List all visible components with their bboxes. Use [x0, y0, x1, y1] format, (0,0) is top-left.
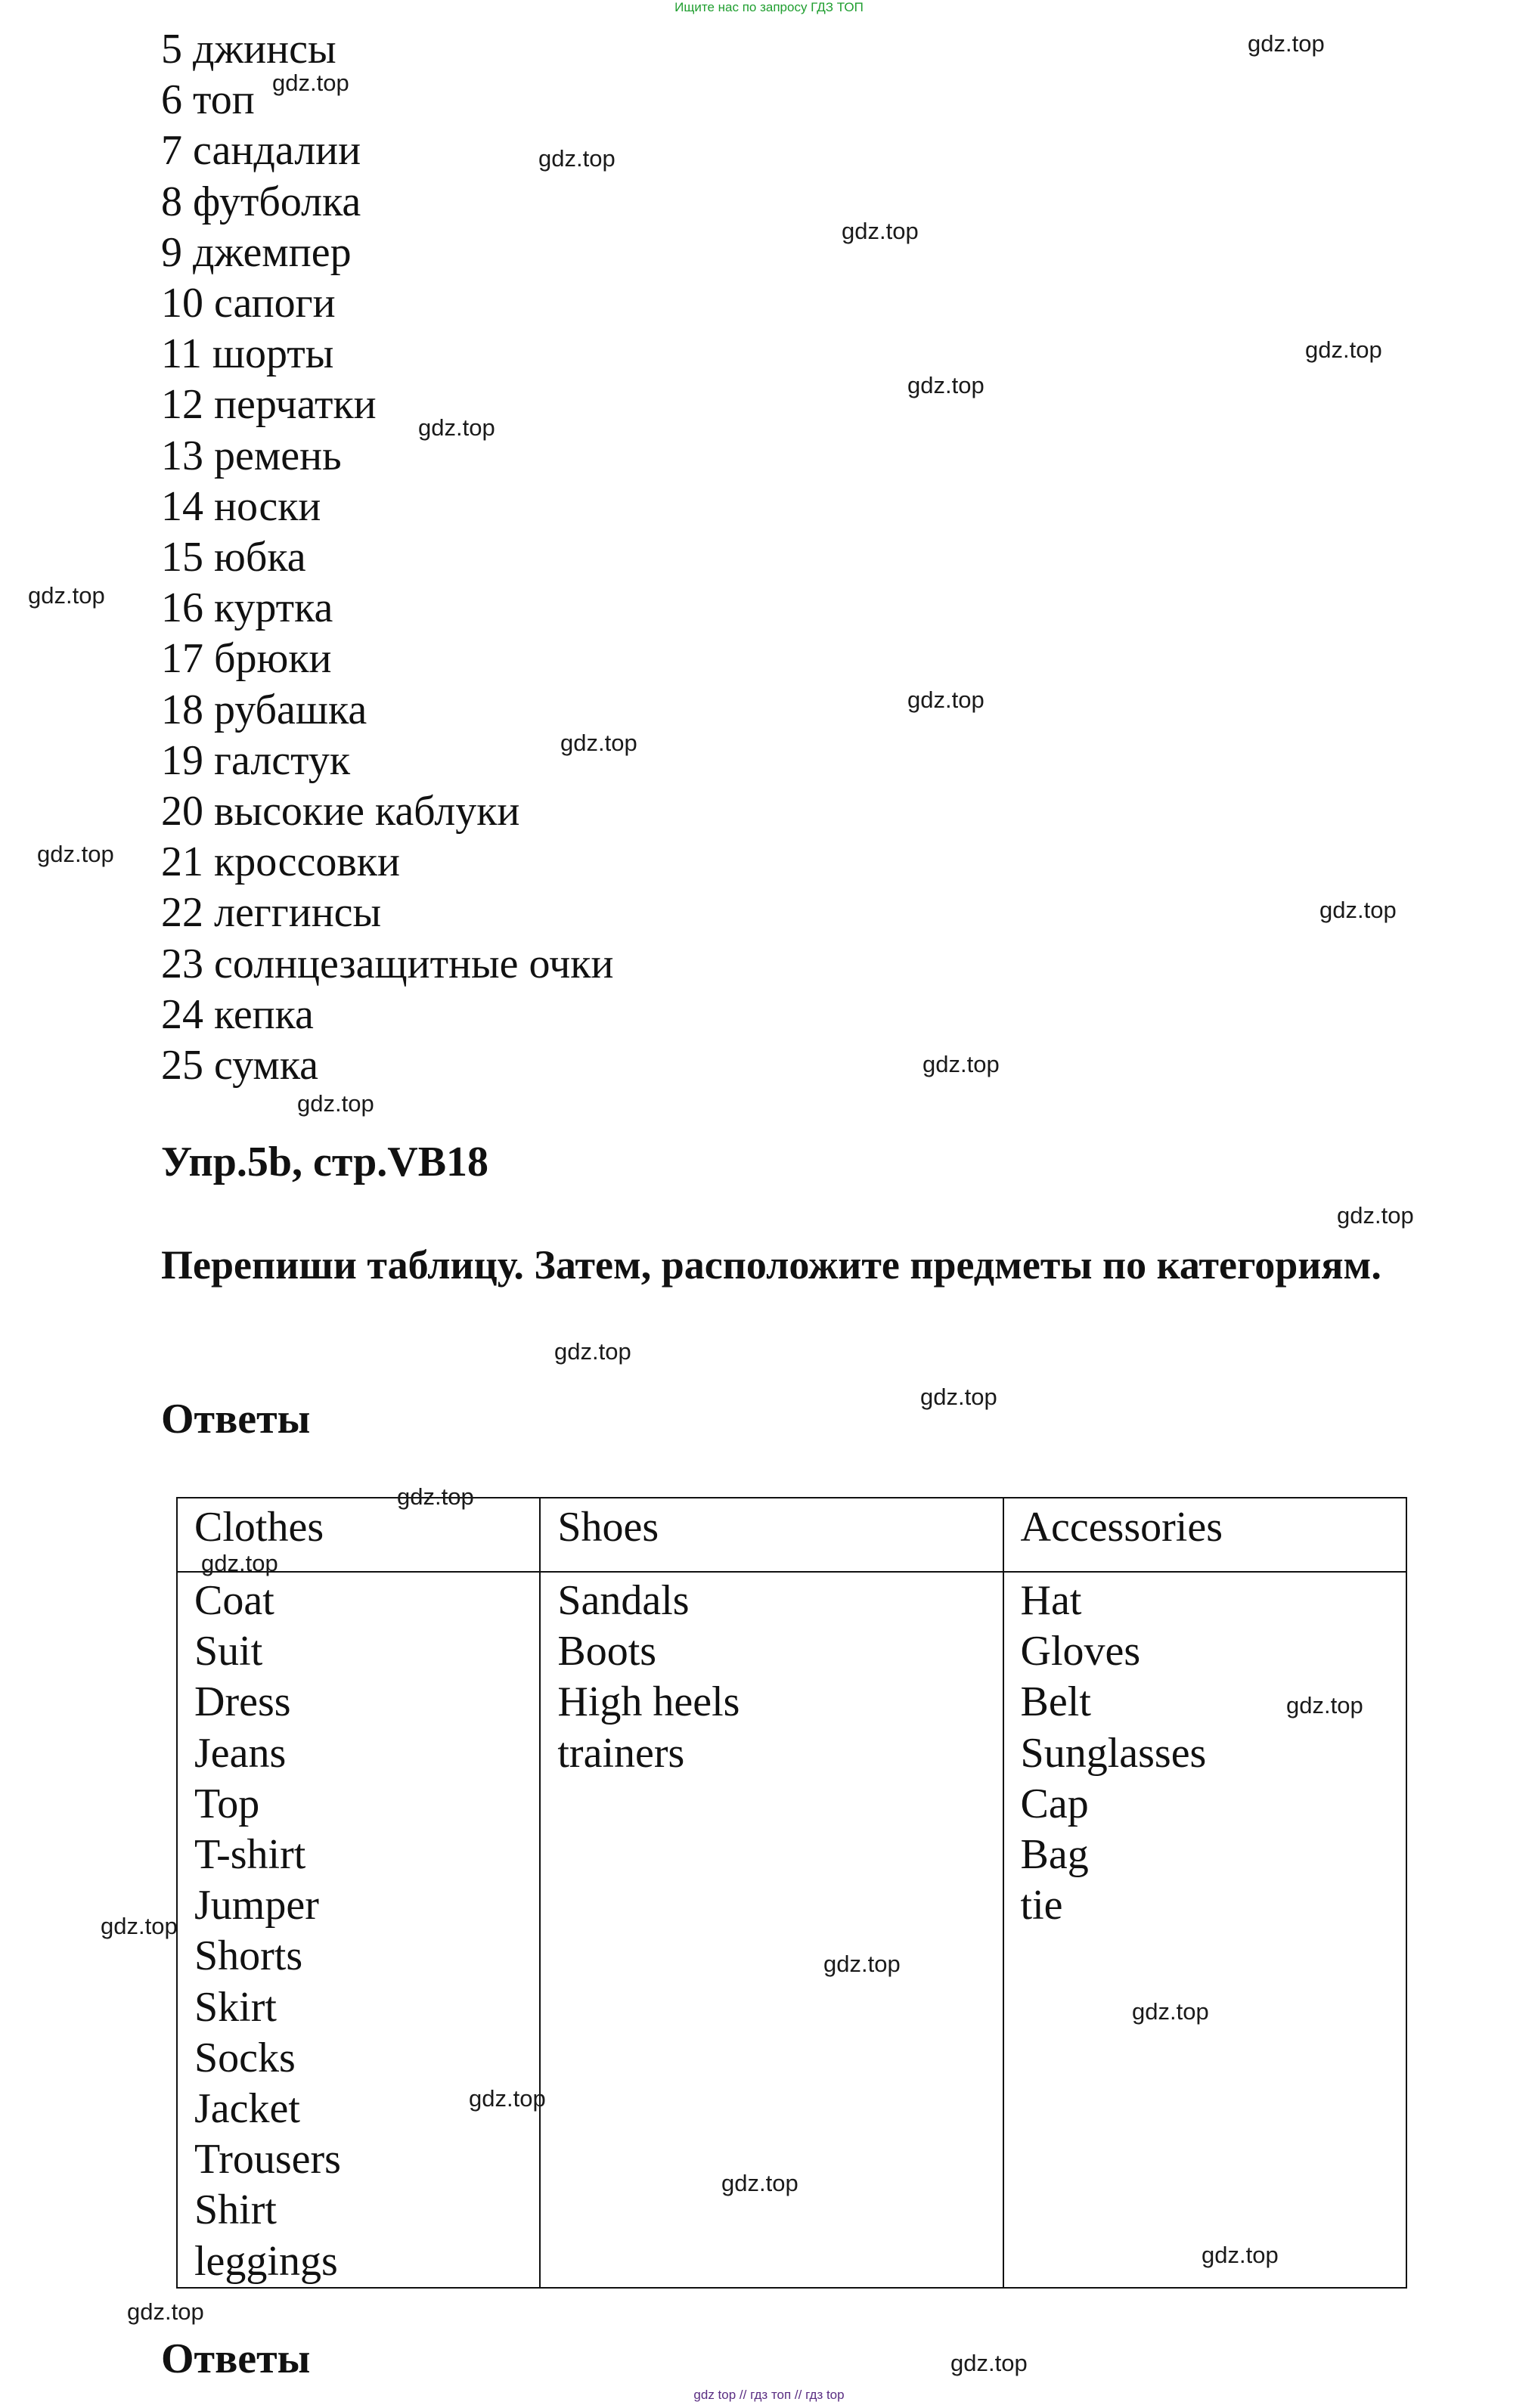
watermark: gdz.top: [1337, 1202, 1414, 1229]
watermark: gdz.top: [127, 2298, 204, 2325]
shoes-item: Boots: [557, 1628, 657, 1675]
clothes-item: Jacket: [194, 2085, 300, 2133]
watermark: gdz.top: [28, 582, 105, 609]
vocab-item: 23 солнцезащитные очки: [161, 940, 614, 987]
accessories-item: Bag: [1020, 1831, 1089, 1879]
vocab-item: 21 кроссовки: [161, 838, 400, 886]
vocab-item: 17 брюки: [161, 635, 332, 683]
watermark: gdz.top: [907, 686, 985, 713]
vocab-item: 11 шорты: [161, 330, 334, 378]
clothes-item: Top: [194, 1780, 260, 1827]
clothes-item: Jumper: [194, 1882, 319, 1929]
vocab-item: 7 сандалии: [161, 127, 361, 175]
vocab-item: 12 перчатки: [161, 381, 377, 429]
vocab-item: 8 футболка: [161, 178, 361, 225]
vocab-item: 22 леггинсы: [161, 889, 382, 937]
accessories-column: [1003, 1572, 1406, 2288]
watermark: gdz.top: [1132, 1998, 1209, 2025]
clothes-column: [177, 1572, 540, 2288]
watermark: gdz.top: [920, 1384, 997, 1410]
watermark: gdz.top: [418, 414, 495, 441]
watermark: gdz.top: [201, 1550, 278, 1576]
vocab-item: 5 джинсы: [161, 26, 336, 73]
clothes-item: leggings: [194, 2237, 338, 2285]
watermark: gdz.top: [1248, 30, 1325, 57]
accessories-item: Belt: [1020, 1678, 1091, 1726]
table-header-row: [177, 1498, 1406, 1572]
clothes-item: Suit: [194, 1628, 263, 1675]
watermark: gdz.top: [469, 2085, 546, 2112]
top-banner: Ищите нас по запросу ГДЗ ТОП: [674, 0, 864, 14]
answers-heading: Ответы: [161, 1396, 311, 1443]
vocab-item: 13 ремень: [161, 432, 342, 479]
clothes-item: Trousers: [194, 2136, 341, 2183]
watermark: gdz.top: [538, 145, 616, 172]
watermark: gdz.top: [823, 1951, 901, 1977]
clothes-item: Dress: [194, 1678, 291, 1726]
vocab-item: 9 джемпер: [161, 228, 352, 276]
watermark: gdz.top: [554, 1338, 631, 1365]
vocab-item: 19 галстук: [161, 736, 351, 784]
watermark: gdz.top: [1202, 2242, 1279, 2268]
accessories-item: Cap: [1020, 1780, 1089, 1827]
header-clothes: Clothes: [177, 1498, 540, 1572]
vocab-item: 20 высокие каблуки: [161, 788, 520, 835]
exercise-title: Упр.5b, стр.VB18: [161, 1139, 489, 1185]
header-accessories: Accessories: [1003, 1498, 1406, 1572]
watermark: gdz.top: [842, 218, 919, 244]
watermark: gdz.top: [922, 1051, 1000, 1077]
vocab-item: 16 куртка: [161, 584, 333, 632]
header-shoes: Shoes: [540, 1498, 1003, 1572]
watermark: gdz.top: [1319, 897, 1397, 923]
clothes-item: Jeans: [194, 1729, 287, 1777]
watermark: gdz.top: [397, 1483, 474, 1510]
watermark: gdz.top: [101, 1913, 178, 1939]
vocab-item: 18 рубашка: [161, 686, 367, 733]
vocab-item: 10 сапоги: [161, 280, 336, 327]
shoes-item: Sandals: [557, 1577, 690, 1624]
clothes-item: Skirt: [194, 1983, 277, 2031]
watermark: gdz.top: [272, 70, 349, 96]
watermark: gdz.top: [37, 841, 114, 867]
watermark: gdz.top: [560, 730, 637, 756]
vocab-item: 24 кепка: [161, 990, 314, 1038]
accessories-item: Gloves: [1020, 1628, 1141, 1675]
watermark: gdz.top: [1305, 336, 1382, 363]
vocab-item: 15 юбка: [161, 534, 306, 581]
vocabulary-list: [161, 24, 613, 1091]
watermark: gdz.top: [950, 2350, 1028, 2376]
shoes-item: High heels: [557, 1678, 740, 1726]
vocab-item: 6 топ: [161, 76, 255, 124]
task-instructions: Перепиши таблицу. Затем, расположите предметы по категориям.: [161, 1242, 1381, 1288]
accessories-item: tie: [1020, 1882, 1063, 1929]
accessories-item: Hat: [1020, 1577, 1082, 1624]
clothes-item: Coat: [194, 1577, 274, 1624]
footer: gdz top // гдз топ // гдз top: [693, 2388, 845, 2402]
clothes-item: T-shirt: [194, 1831, 306, 1879]
answers-heading-bottom: Ответы: [161, 2335, 311, 2382]
watermark: gdz.top: [721, 2170, 798, 2196]
shoes-item: trainers: [557, 1729, 685, 1777]
watermark: gdz.top: [1286, 1692, 1363, 1718]
accessories-item: Sunglasses: [1020, 1729, 1207, 1777]
vocab-item: 14 носки: [161, 482, 321, 530]
clothes-item: Shorts: [194, 1932, 303, 1980]
clothes-item: Shirt: [194, 2186, 277, 2234]
watermark: gdz.top: [297, 1090, 374, 1117]
watermark: gdz.top: [907, 372, 985, 398]
vocab-item: 25 сумка: [161, 1042, 319, 1089]
clothes-item: Socks: [194, 2034, 296, 2081]
